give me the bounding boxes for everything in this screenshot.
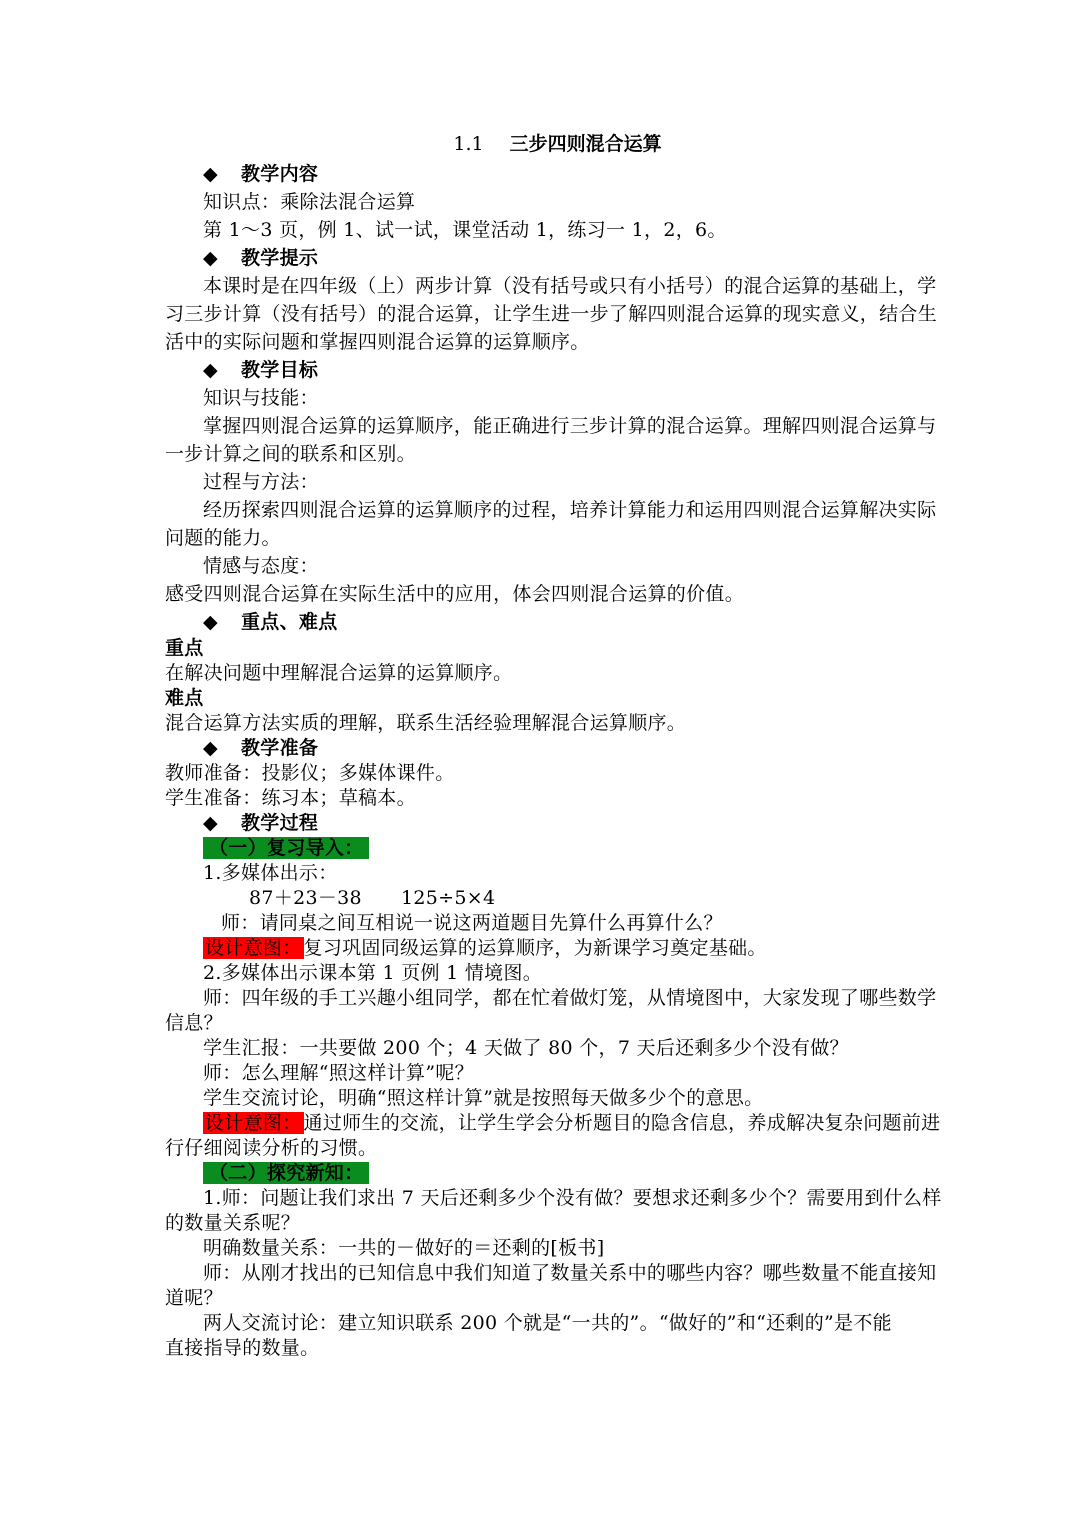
title-text: 三步四则混合运算 — [509, 133, 662, 155]
diamond-bullet-icon: ◆ — [203, 247, 218, 269]
paragraph-line: 行仔细阅读分析的习惯。 — [165, 1137, 378, 1159]
document-title — [165, 128, 920, 160]
paragraph-line: 情感与态度： — [203, 555, 319, 577]
paragraph-line: 直接指导的数量。 — [165, 1337, 320, 1359]
section-heading-prep: ◆ 教学准备 — [203, 737, 319, 759]
paragraph-line: 师：请同桌之间互相说一说这两道题目先算什么再算什么？ — [221, 912, 723, 934]
key-point-label: 重点 — [165, 637, 204, 659]
diamond-bullet-icon: ◆ — [203, 359, 218, 381]
paragraph-line: 问题的能力。 — [165, 527, 281, 549]
paragraph-line: 教师准备：投影仪；多媒体课件。 — [165, 762, 455, 784]
design-intent-row: 设计意图： 通过师生的交流，让学生学会分析题目的隐含信息，养成解决复杂问题前进 — [205, 1112, 941, 1134]
design-intent-label: 设计意图： — [205, 1112, 302, 1134]
part1-label-row — [165, 836, 920, 861]
difficulty-text: 混合运算方法实质的理解，联系生活经验理解混合运算顺序。 — [165, 712, 687, 734]
design-intent-row: 设计意图： 复习巩固同级运算的运算顺序，为新课学习奠定基础。 — [205, 937, 767, 959]
part1-label: （一）复习导入： — [203, 837, 369, 859]
diamond-bullet-icon: ◆ — [203, 163, 218, 185]
paragraph-line: 学生交流讨论，明确“照这样计算”就是按照每天做多少个的意思。 — [203, 1087, 764, 1109]
paragraph-line: 活中的实际问题和掌握四则混合运算的运算顺序。 — [165, 331, 590, 353]
difficulty-label: 难点 — [165, 687, 204, 709]
paragraph-line: 一步计算之间的联系和区别。 — [165, 443, 416, 465]
document-page — [165, 128, 942, 1361]
paragraph-line: 道呢？ — [165, 1287, 223, 1309]
diamond-bullet-icon: ◆ — [203, 611, 218, 633]
paragraph-line: 感受四则混合运算在实际生活中的应用，体会四则混合运算的价值。 — [165, 583, 745, 605]
paragraph-line: 习三步计算（没有括号）的混合运算，让学生进一步了解四则混合运算的现实意义，结合生 — [165, 303, 938, 325]
paragraph-line: 经历探索四则混合运算的运算顺序的过程，培养计算能力和运用四则混合运算解决实际 — [203, 499, 937, 521]
paragraph-line: 学生准备：练习本；草稿本。 — [165, 787, 416, 809]
expression-row — [165, 886, 920, 911]
section-heading-content: ◆ 教学内容 — [165, 160, 920, 188]
expression-1: 87＋23－38 — [249, 887, 362, 909]
title-number: 1.1 — [453, 133, 484, 155]
section-heading-hint: ◆ 教学提示 — [165, 244, 920, 272]
paragraph-line: 2.多媒体出示课本第 1 页例 1 情境图。 — [203, 962, 543, 984]
paragraph-line: 过程与方法： — [203, 471, 319, 493]
section-heading-goals: ◆ 教学目标 — [165, 356, 920, 384]
paragraph-line: 第 1～3 页，例 1、试一试，课堂活动 1，练习一 1，2，6。 — [203, 219, 727, 241]
paragraph-line: 师：怎么理解“照这样计算”呢？ — [203, 1062, 474, 1084]
paragraph-line: 两人交流讨论：建立知识联系 200 个就是“一共的”。“做好的”和“还剩的”是不能 — [203, 1312, 892, 1334]
paragraph-line: 师：从刚才找出的已知信息中我们知道了数量关系中的哪些内容？哪些数量不能直接知 — [203, 1262, 937, 1284]
diamond-bullet-icon: ◆ — [203, 737, 218, 759]
expression-2: 125÷5×4 — [401, 887, 496, 909]
paragraph-line: 知识点：乘除法混合运算 — [203, 191, 416, 213]
paragraph-line: 掌握四则混合运算的运算顺序，能正确进行三步计算的混合运算。理解四则混合运算与 — [203, 415, 937, 437]
section-heading-key: ◆ 重点、难点 — [165, 608, 920, 636]
paragraph-line: 1.师：问题让我们求出 7 天后还剩多少个没有做？要想求还剩多少个？需要用到什么样 — [203, 1187, 942, 1209]
paragraph-line: 的数量关系呢？ — [165, 1212, 301, 1234]
diamond-bullet-icon: ◆ — [203, 812, 218, 834]
part2-label-row — [165, 1161, 920, 1186]
section-heading-process: ◆ 教学过程 — [203, 812, 319, 834]
paragraph-line: 师：四年级的手工兴趣小组同学，都在忙着做灯笼，从情境图中，大家发现了哪些数学 — [203, 987, 937, 1009]
paragraph-line: 知识与技能： — [203, 387, 319, 409]
paragraph-line: 信息？ — [165, 1012, 223, 1034]
part2-label: （二）探究新知： — [203, 1162, 369, 1184]
paragraph-line: 1.多媒体出示： — [203, 862, 338, 884]
design-intent-label: 设计意图： — [205, 937, 302, 959]
key-point-text: 在解决问题中理解混合运算的运算顺序。 — [165, 662, 513, 684]
paragraph-line: 本课时是在四年级（上）两步计算（没有括号或只有小括号）的混合运算的基础上，学 — [203, 275, 937, 297]
paragraph-line: 明确数量关系：一共的－做好的＝还剩的[板书] — [203, 1237, 605, 1259]
paragraph-line: 学生汇报：一共要做 200 个；4 天做了 80 个，7 天后还剩多少个没有做？ — [203, 1037, 849, 1059]
